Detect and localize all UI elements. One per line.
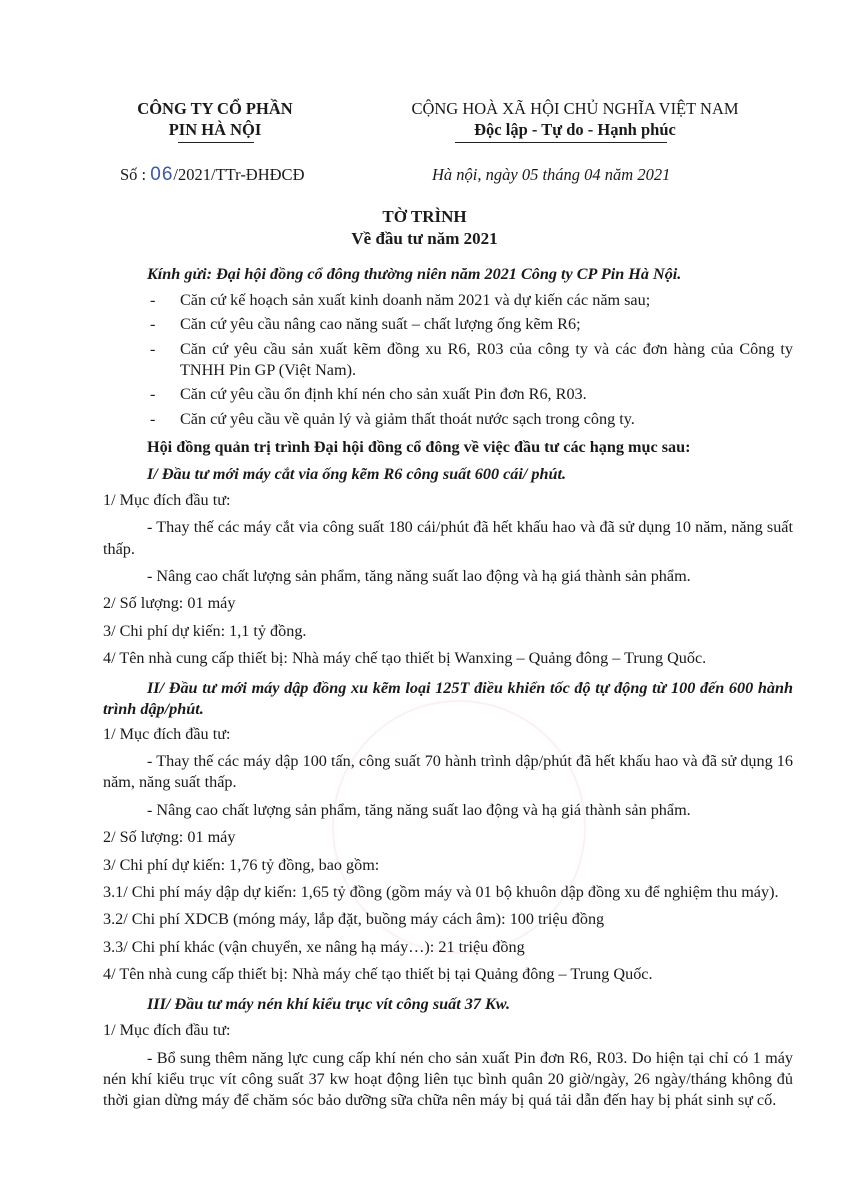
company-name	[100, 98, 330, 141]
board-statement: Hội đồng quản trị trình Đại hội đồng cổ đông về việc đầu tư các hạng mục sau:	[147, 437, 691, 456]
bases-list	[103, 290, 793, 430]
document-number	[120, 162, 304, 189]
section-2-heading: II/ Đầu tư mới máy dập đồng xu kẽm loại 125T điều khiển tốc độ tự động từ 100 đến 600 hành trình dập/phút.	[103, 678, 793, 718]
section-2-purpose-label: 1/ Mục đích đầu tư:	[103, 724, 231, 743]
title-subject: Về đầu tư năm 2021	[351, 229, 498, 249]
section-1-cost: 3/ Chi phí dự kiến: 1,1 tỷ đồng.	[103, 621, 307, 640]
docno-prefix: Số :	[120, 165, 151, 184]
company-line-1: CÔNG TY CỔ PHẦN	[137, 99, 293, 118]
motto-underline	[455, 142, 667, 143]
section-1-heading: I/ Đầu tư mới máy cắt via ống kẽm R6 công suất 600 cái/ phút.	[147, 465, 567, 484]
list-item: - Căn cứ yêu cầu nâng cao năng suất – chất lượng ống kẽm R6;	[103, 314, 793, 335]
section-2-supplier: 4/ Tên nhà cung cấp thiết bị: Nhà máy chế tạo thiết bị tại Quảng đông – Trung Quốc.	[103, 965, 653, 984]
nation-motto: Độc lập - Tự do - Hạnh phúc	[474, 120, 676, 140]
list-item: - Căn cứ yêu cầu ổn định khí nén cho sản xuất Pin đơn R6, R03.	[103, 384, 793, 405]
national-heading	[365, 98, 785, 141]
document-body	[103, 263, 793, 1112]
section-3-heading: III/ Đầu tư máy nén khí kiểu trục vít công suất 37 Kw.	[147, 995, 511, 1014]
docno-handwritten: 06	[150, 164, 174, 185]
section-1-purpose-label: 1/ Mục đích đầu tư:	[103, 490, 231, 509]
document-title	[0, 206, 849, 250]
section-3-purpose-label: 1/ Mục đích đầu tư:	[103, 1021, 231, 1040]
section-2-cost: 3/ Chi phí dự kiến: 1,76 tỷ đồng, bao gồm:	[103, 855, 380, 874]
nation-title: CỘNG HOÀ XÃ HỘI CHỦ NGHĨA VIỆT NAM	[411, 99, 739, 118]
list-item: - Căn cứ kế hoạch sản xuất kinh doanh năm 2021 và dự kiến các năm sau;	[103, 290, 793, 311]
section-2-cost-2: 3.2/ Chi phí XDCB (móng máy, lắp đặt, buồng máy cách âm): 100 triệu đồng	[103, 910, 605, 929]
list-item: - Căn cứ yêu cầu sản xuất kẽm đồng xu R6, R03 của công ty và các đơn hàng của Công ty TNHH Pin GP (Việt Nam).	[103, 339, 793, 381]
section-2-purpose-2: - Nâng cao chất lượng sản phẩm, tăng năng suất lao động và hạ giá thành sản phẩm.	[147, 800, 691, 819]
section-2-purpose-1: - Thay thế các máy dập 100 tấn, công suất 70 hành trình dập/phút đã hết khấu hao và đã sử dụng 16 năm, năng suất thấp.	[103, 752, 793, 792]
section-1-quantity: 2/ Số lượng: 01 máy	[103, 594, 236, 613]
place-date: Hà nội, ngày 05 tháng 04 năm 2021	[432, 165, 671, 184]
section-1-purpose-2: - Nâng cao chất lượng sản phẩm, tăng năng suất lao động và hạ giá thành sản phẩm.	[147, 567, 691, 586]
section-1-supplier: 4/ Tên nhà cung cấp thiết bị: Nhà máy chế tạo thiết bị Wanxing – Quảng đông – Trung Quốc.	[103, 649, 707, 668]
greeting: Kính gửi: Đại hội đồng cổ đông thường niên năm 2021 Công ty CP Pin Hà Nội.	[147, 265, 682, 283]
company-underline	[178, 142, 254, 143]
docno-suffix: /2021/TTr-ĐHĐCĐ	[173, 165, 305, 184]
company-line-2: PIN HÀ NỘI	[168, 120, 262, 140]
title-main: TỜ TRÌNH	[382, 207, 467, 226]
section-1-purpose-1: - Thay thế các máy cắt via công suất 180 cái/phút đã hết khấu hao và đã sử dụng 10 năm, năng suất thấp.	[103, 518, 793, 558]
section-2-cost-3: 3.3/ Chi phí khác (vận chuyển, xe nâng hạ máy…): 21 triệu đồng	[103, 937, 525, 956]
section-2-quantity: 2/ Số lượng: 01 máy	[103, 828, 236, 847]
section-2-cost-1: 3.1/ Chi phí máy dập dự kiến: 1,65 tỷ đồng (gồm máy và 01 bộ khuôn dập đồng xu để nghiệm thu máy).	[103, 882, 779, 901]
section-3-purpose-1: - Bổ sung thêm năng lực cung cấp khí nén cho sản xuất Pin đơn R6, R03. Do hiện tại chỉ có 1 máy nén khí kiểu trục vít công suất 37 kw hoạt động liên tục bình quân 20 giờ/ngày, 26 ngày/tháng không đủ thời gian dừng máy để chăm sóc bảo dưỡng sữa chữa nên máy bị quá tải dẫn đến hay bị phát sinh sự cố.	[103, 1048, 793, 1110]
list-item: - Căn cứ yêu cầu về quản lý và giảm thất thoát nước sạch trong công ty.	[103, 409, 793, 430]
